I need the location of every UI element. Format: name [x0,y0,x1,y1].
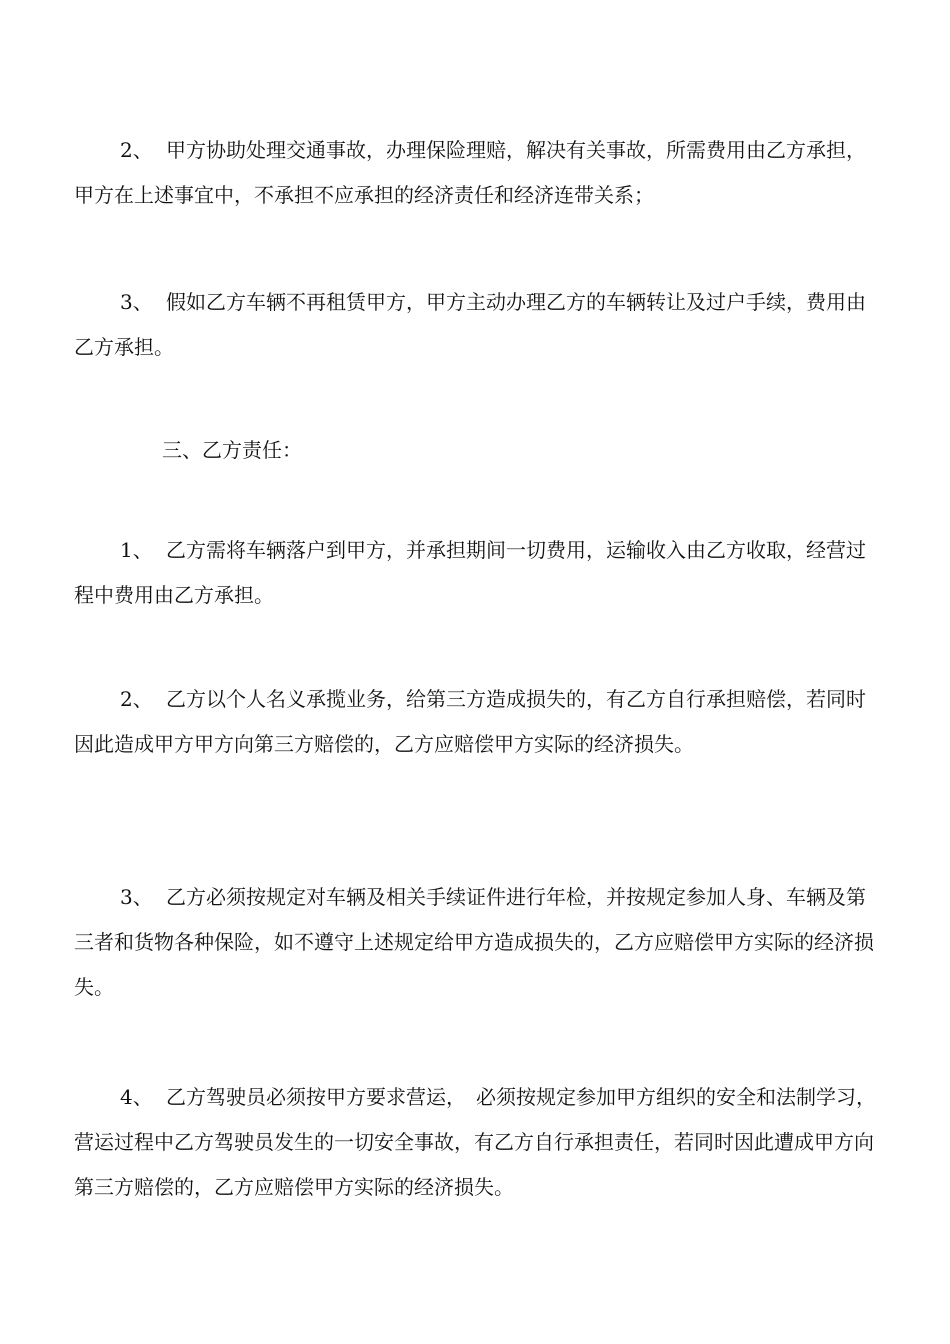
clause-text: 乙方驾驶员必须按甲方要求营运， 必须按规定参加甲方组织的安全和法制学习，营运过程中乙方驾驶员发生的一切安全事故，有乙方自行承担责任，若同时因此遭成甲方向第三方赔偿的，乙方应赔偿甲方实际的经济损失。 [74,1085,876,1199]
clause-a2 [74,128,880,218]
clause-number: 3、 [120,290,153,314]
clause-number: 2、 [120,138,153,162]
clause-text: 乙方必须按规定对车辆及相关手续证件进行年检，并按规定参加人身、车辆及第三者和货物各种保险，如不遵守上述规定给甲方造成损失的，乙方应赔偿甲方实际的经济损失。 [74,885,874,999]
clause-number: 4、 [120,1085,153,1109]
clause-b2 [74,677,880,767]
clause-number: 2、 [120,687,153,711]
clause-text: 甲方协助处理交通事故，办理保险理赔，解决有关事故，所需费用由乙方承担，甲方在上述事宜中，不承担不应承担的经济责任和经济连带关系； [74,138,866,207]
clause-b3 [74,875,880,1010]
clause-text: 乙方以个人名义承揽业务，给第三方造成损失的，有乙方自行承担赔偿，若同时因此造成甲方甲方向第三方赔偿的，乙方应赔偿甲方实际的经济损失。 [74,687,866,756]
clause-text: 假如乙方车辆不再租赁甲方，甲方主动办理乙方的车辆转让及过户手续，费用由乙方承担。 [74,290,866,359]
clause-number: 1、 [120,538,153,562]
clause-b4 [74,1075,880,1210]
clause-number: 3、 [120,885,153,909]
clause-b1 [74,528,880,618]
section-heading: 三、乙方责任： [162,438,302,462]
clause-text: 乙方需将车辆落户到甲方，并承担期间一切费用，运输收入由乙方收取，经营过程中费用由乙方承担。 [74,538,866,607]
clause-a3 [74,280,880,370]
